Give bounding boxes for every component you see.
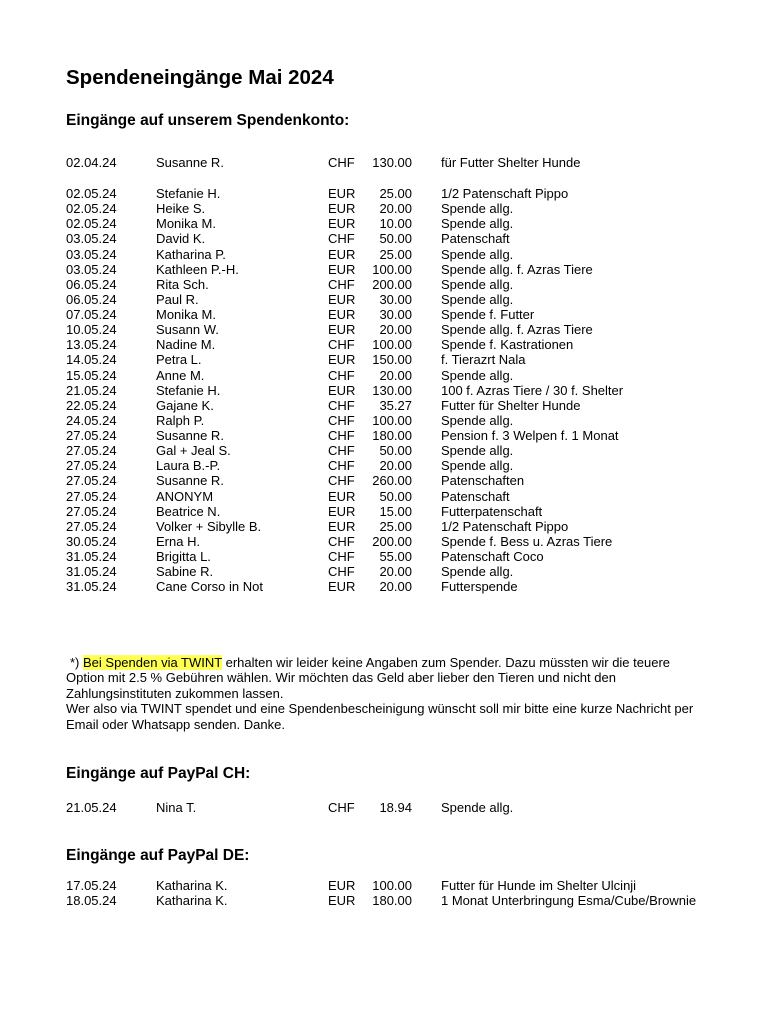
date-cell: 02.05.24	[66, 216, 117, 232]
note-cell: Patenschaft	[441, 488, 510, 504]
amount-cell: 20.00	[379, 579, 412, 595]
date-cell: 07.05.24	[66, 307, 117, 323]
currency-cell: EUR	[328, 307, 356, 323]
date-cell: 27.05.24	[66, 473, 117, 489]
table-row	[0, 322, 773, 337]
amount-cell: 20.00	[379, 458, 412, 474]
note-cell: Spende allg.	[441, 291, 514, 307]
table-row	[0, 186, 773, 201]
name-cell: Petra L.	[156, 352, 202, 368]
name-cell: Stefanie H.	[156, 382, 221, 398]
date-cell: 21.05.24	[66, 800, 117, 815]
currency-cell: EUR	[328, 382, 356, 398]
table-row	[0, 231, 773, 246]
name-cell: Susann W.	[156, 322, 219, 338]
table-row	[0, 428, 773, 443]
amount-cell: 25.00	[379, 186, 412, 201]
amount-cell: 150.00	[372, 352, 412, 368]
note-cell: Spende allg.	[441, 201, 514, 217]
date-cell: 24.05.24	[66, 412, 117, 428]
page-title: Spendeneingänge Mai 2024	[66, 66, 334, 89]
date-cell: 10.05.24	[66, 322, 117, 338]
table-row	[0, 277, 773, 292]
amount-cell: 20.00	[379, 367, 412, 383]
name-cell: Stefanie H.	[156, 186, 221, 201]
table-row	[0, 458, 773, 473]
name-cell: ANONYM	[156, 488, 214, 504]
name-cell: Monika M.	[156, 216, 216, 232]
note-cell: 1/2 Patenschaft Pippo	[441, 518, 569, 534]
twint-note-line-5: Email oder Whatsapp senden. Danke.	[66, 716, 285, 732]
note-cell: Spende allg. f. Azras Tiere	[441, 261, 593, 277]
table-row	[0, 155, 773, 170]
note-cell: Spende allg.	[441, 246, 514, 262]
name-cell: Brigitta L.	[156, 549, 211, 565]
note-cell: Futterspende	[441, 579, 518, 595]
twint-note-line-1	[70, 655, 730, 670]
amount-cell: 30.00	[379, 307, 412, 323]
table-row	[0, 519, 773, 534]
table-row	[0, 247, 773, 262]
table-row	[0, 878, 773, 893]
date-cell: 18.05.24	[66, 893, 117, 908]
amount-cell: 50.00	[379, 231, 412, 247]
name-cell: Susanne R.	[156, 473, 224, 489]
note-cell: Pension f. 3 Welpen f. 1 Monat	[441, 428, 619, 444]
currency-cell: CHF	[328, 276, 355, 292]
currency-cell: CHF	[328, 367, 355, 383]
currency-cell: EUR	[328, 579, 356, 595]
twint-note-line-4: Wer also via TWINT spendet und eine Spendenbescheinigung wünscht soll mir bitte eine kurze Nachricht per	[66, 701, 694, 717]
date-cell: 15.05.24	[66, 367, 117, 383]
table-row	[0, 383, 773, 398]
currency-cell: EUR	[328, 261, 356, 277]
currency-cell: EUR	[328, 893, 356, 908]
amount-cell: 30.00	[379, 291, 412, 307]
note-cell: 1 Monat Unterbringung Esma/Cube/Brownie	[441, 893, 697, 908]
name-cell: Beatrice N.	[156, 503, 221, 519]
twint-note-prefix: *)	[70, 655, 83, 670]
currency-cell: EUR	[328, 186, 356, 201]
amount-cell: 55.00	[379, 549, 412, 565]
date-cell: 13.05.24	[66, 337, 117, 353]
note-cell: Spende f. Futter	[441, 307, 535, 323]
note-cell: Spende allg.	[441, 276, 514, 292]
amount-cell: 20.00	[379, 564, 412, 580]
name-cell: Anne M.	[156, 367, 205, 383]
currency-cell: CHF	[328, 231, 355, 247]
section-heading-bank: Eingänge auf unserem Spendenkonto:	[66, 112, 350, 129]
amount-cell: 100.00	[372, 878, 412, 893]
note-cell: Spende allg. f. Azras Tiere	[441, 322, 593, 338]
note-cell: 1/2 Patenschaft Pippo	[441, 186, 569, 201]
date-cell: 17.05.24	[66, 878, 117, 893]
currency-cell: EUR	[328, 518, 356, 534]
currency-cell: EUR	[328, 246, 356, 262]
note-cell: Spende allg.	[441, 458, 514, 474]
twint-note-line-2: Option mit 2.5 % Gebühren wählen. Wir möchten das Geld aber lieber den Tieren und nicht den	[66, 670, 616, 686]
name-cell: Erna H.	[156, 533, 201, 549]
table-row	[0, 473, 773, 488]
note-cell: Spende f. Kastrationen	[441, 337, 574, 353]
name-cell: Susanne R.	[156, 155, 224, 170]
amount-cell: 200.00	[372, 533, 412, 549]
amount-cell: 130.00	[372, 382, 412, 398]
table-row	[0, 564, 773, 579]
note-cell: f. Tierazrt Nala	[441, 352, 526, 368]
date-cell: 02.04.24	[66, 155, 117, 170]
name-cell: Kathleen P.-H.	[156, 261, 239, 277]
name-cell: Katharina K.	[156, 878, 228, 893]
amount-cell: 100.00	[372, 412, 412, 428]
date-cell: 06.05.24	[66, 276, 117, 292]
amount-cell: 25.00	[379, 518, 412, 534]
date-cell: 14.05.24	[66, 352, 117, 368]
date-cell: 03.05.24	[66, 246, 117, 262]
currency-cell: CHF	[328, 800, 355, 815]
table-row	[0, 262, 773, 277]
date-cell: 06.05.24	[66, 291, 117, 307]
twint-note-line-1-rest: erhalten wir leider keine Angaben zum Spender. Dazu müssten wir die teuere	[221, 655, 671, 670]
table-row	[0, 368, 773, 383]
name-cell: Gal + Jeal S.	[156, 443, 231, 459]
table-row	[0, 443, 773, 458]
date-cell: 30.05.24	[66, 533, 117, 549]
note-cell: Patenschaft Coco	[441, 549, 544, 565]
amount-cell: 130.00	[372, 155, 412, 170]
name-cell: Nina T.	[156, 800, 197, 815]
table-row	[0, 398, 773, 413]
amount-cell: 100.00	[372, 337, 412, 353]
currency-cell: EUR	[328, 201, 356, 217]
date-cell: 02.05.24	[66, 186, 117, 201]
name-cell: Monika M.	[156, 307, 216, 323]
currency-cell: CHF	[328, 155, 355, 170]
currency-cell: CHF	[328, 549, 355, 565]
table-row	[0, 337, 773, 352]
currency-cell: EUR	[328, 352, 356, 368]
date-cell: 27.05.24	[66, 458, 117, 474]
amount-cell: 20.00	[379, 201, 412, 217]
note-cell: Spende allg.	[441, 367, 514, 383]
date-cell: 27.05.24	[66, 488, 117, 504]
date-cell: 27.05.24	[66, 443, 117, 459]
currency-cell: CHF	[328, 428, 355, 444]
name-cell: Ralph P.	[156, 412, 205, 428]
note-cell: Spende allg.	[441, 443, 514, 459]
name-cell: Gajane K.	[156, 397, 214, 413]
name-cell: Cane Corso in Not	[156, 579, 263, 595]
amount-cell: 18.94	[379, 800, 412, 815]
table-row	[0, 292, 773, 307]
currency-cell: EUR	[328, 322, 356, 338]
currency-cell: EUR	[328, 216, 356, 232]
note-cell: Spende f. Bess u. Azras Tiere	[441, 533, 613, 549]
twint-note-line-3: Zahlungsinstituten zukommen lassen.	[66, 685, 284, 701]
note-cell: Futter für Hunde im Shelter Ulcinji	[441, 878, 637, 893]
currency-cell: CHF	[328, 533, 355, 549]
currency-cell: CHF	[328, 337, 355, 353]
table-row	[0, 216, 773, 231]
date-cell: 03.05.24	[66, 231, 117, 247]
table-row	[0, 413, 773, 428]
table-row	[0, 307, 773, 322]
date-cell: 27.05.24	[66, 518, 117, 534]
amount-cell: 200.00	[372, 276, 412, 292]
note-cell: 100 f. Azras Tiere / 30 f. Shelter	[441, 382, 624, 398]
amount-cell: 260.00	[372, 473, 412, 489]
currency-cell: EUR	[328, 291, 356, 307]
name-cell: Katharina P.	[156, 246, 226, 262]
date-cell: 27.05.24	[66, 428, 117, 444]
name-cell: Nadine M.	[156, 337, 216, 353]
amount-cell: 50.00	[379, 488, 412, 504]
twint-note-highlight: Bei Spenden via TWINT	[83, 655, 222, 670]
table-row	[0, 800, 773, 815]
table-row	[0, 549, 773, 564]
note-cell: Patenschaft	[441, 231, 510, 247]
date-cell: 03.05.24	[66, 261, 117, 277]
name-cell: Volker + Sibylle B.	[156, 518, 262, 534]
name-cell: David K.	[156, 231, 206, 247]
currency-cell: CHF	[328, 397, 355, 413]
amount-cell: 25.00	[379, 246, 412, 262]
name-cell: Sabine R.	[156, 564, 214, 580]
table-row	[0, 504, 773, 519]
table-row	[0, 489, 773, 504]
name-cell: Paul R.	[156, 291, 199, 307]
note-cell: Spende allg.	[441, 800, 514, 815]
name-cell: Laura B.-P.	[156, 458, 221, 474]
date-cell: 27.05.24	[66, 503, 117, 519]
currency-cell: CHF	[328, 473, 355, 489]
amount-cell: 180.00	[372, 428, 412, 444]
amount-cell: 10.00	[379, 216, 412, 232]
note-cell: Patenschaften	[441, 473, 525, 489]
name-cell: Heike S.	[156, 201, 206, 217]
amount-cell: 100.00	[372, 261, 412, 277]
name-cell: Katharina K.	[156, 893, 228, 908]
currency-cell: EUR	[328, 503, 356, 519]
date-cell: 02.05.24	[66, 201, 117, 217]
currency-cell: CHF	[328, 443, 355, 459]
table-row	[0, 534, 773, 549]
amount-cell: 15.00	[379, 503, 412, 519]
note-cell: Futter für Shelter Hunde	[441, 397, 581, 413]
date-cell: 21.05.24	[66, 382, 117, 398]
currency-cell: EUR	[328, 878, 356, 893]
currency-cell: CHF	[328, 458, 355, 474]
note-cell: Spende allg.	[441, 564, 514, 580]
section-heading-paypal-de: Eingänge auf PayPal DE:	[66, 847, 250, 864]
table-row	[0, 201, 773, 216]
currency-cell: EUR	[328, 488, 356, 504]
currency-cell: CHF	[328, 412, 355, 428]
date-cell: 22.05.24	[66, 397, 117, 413]
date-cell: 31.05.24	[66, 564, 117, 580]
table-row	[0, 893, 773, 908]
note-cell: für Futter Shelter Hunde	[441, 155, 581, 170]
note-cell: Spende allg.	[441, 412, 514, 428]
table-row	[0, 352, 773, 367]
amount-cell: 35.27	[379, 397, 412, 413]
amount-cell: 50.00	[379, 443, 412, 459]
currency-cell: CHF	[328, 564, 355, 580]
date-cell: 31.05.24	[66, 549, 117, 565]
name-cell: Susanne R.	[156, 428, 224, 444]
note-cell: Futterpatenschaft	[441, 503, 543, 519]
note-cell: Spende allg.	[441, 216, 514, 232]
amount-cell: 20.00	[379, 322, 412, 338]
section-heading-paypal-ch: Eingänge auf PayPal CH:	[66, 765, 251, 782]
name-cell: Rita Sch.	[156, 276, 209, 292]
amount-cell: 180.00	[372, 893, 412, 908]
twint-note	[66, 655, 730, 732]
date-cell: 31.05.24	[66, 579, 117, 595]
table-row	[0, 579, 773, 594]
